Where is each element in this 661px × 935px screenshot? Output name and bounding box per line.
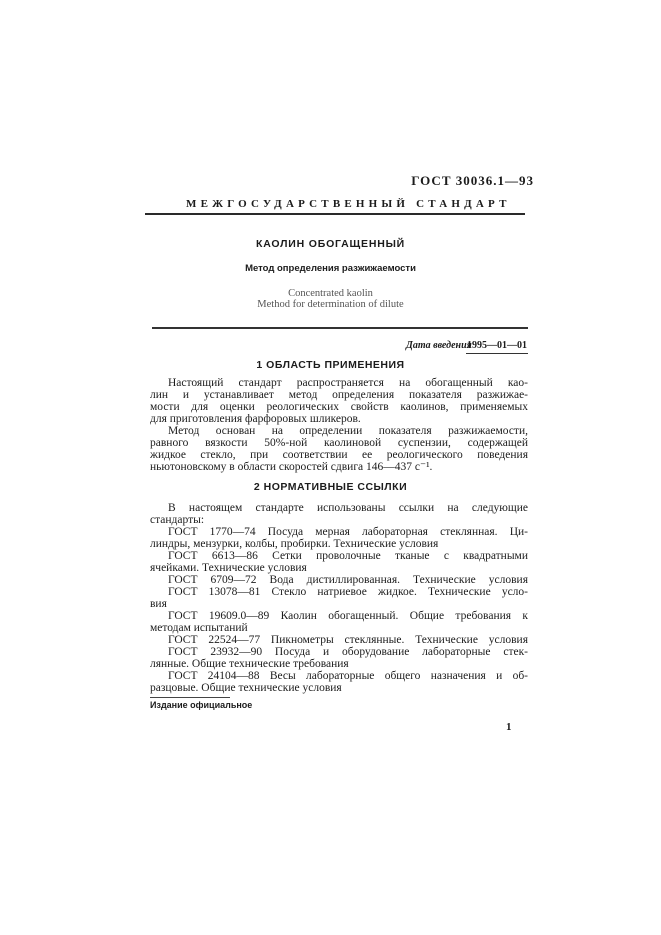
reference-line: ГОСТ 6613—86 Сетки проволочные тканые с квадратными bbox=[168, 550, 528, 562]
interstate-standard-label: МЕЖГОСУДАРСТВЕННЫЙ СТАНДАРТ bbox=[186, 198, 511, 210]
section-1-line: мости для оценки реологических свойств каолинов, применяемых bbox=[150, 401, 528, 413]
section-1-line: Метод основан на определении показателя разжижаемости, bbox=[168, 425, 528, 437]
reference-line: лянные. Общие технические требования bbox=[150, 658, 349, 670]
reference-line: ГОСТ 24104—88 Весы лабораторные общего назначения и об- bbox=[168, 670, 528, 682]
section-2-line: В настоящем стандарте использованы ссылки на следующие bbox=[168, 502, 528, 514]
section-1-line: Настоящий стандарт распространяется на обогащенный као- bbox=[168, 377, 528, 389]
footer-rule bbox=[150, 697, 230, 698]
reference-line: ГОСТ 13078—81 Стекло натриевое жидкое. Технические усло- bbox=[168, 586, 528, 598]
title-rule bbox=[152, 327, 528, 329]
section-2-heading: 2 НОРМАТИВНЫЕ ССЫЛКИ bbox=[253, 481, 408, 493]
official-edition-note: Издание официальное bbox=[150, 700, 253, 710]
section-2-line: стандарты: bbox=[150, 514, 205, 526]
section-1-line: жидкое стекло, при соответствии ее реологического поведения bbox=[150, 449, 528, 461]
reference-line: ГОСТ 1770—74 Посуда мерная лабораторная стеклянная. Ци- bbox=[168, 526, 528, 538]
document-title: КАОЛИН ОБОГАЩЕННЫЙ bbox=[255, 238, 406, 250]
reference-line: ГОСТ 22524—77 Пикнометры стеклянные. Технические условия bbox=[168, 634, 528, 646]
english-title-line1: Concentrated kaolin bbox=[288, 288, 373, 299]
reference-line: ГОСТ 19609.0—89 Каолин обогащенный. Общие требования к bbox=[168, 610, 528, 622]
document-subtitle: Метод определения разжижаемости bbox=[245, 263, 416, 274]
standard-code: ГОСТ 30036.1—93 bbox=[411, 173, 534, 188]
section-1-line: для приготовления фарфоровых шликеров. bbox=[150, 413, 361, 425]
page-number: 1 bbox=[506, 721, 512, 733]
intro-date-value: 1995—01—01 bbox=[467, 340, 527, 351]
reference-line: ячейками. Технические условия bbox=[150, 562, 307, 574]
header-rule bbox=[145, 213, 525, 215]
section-1-heading: 1 ОБЛАСТЬ ПРИМЕНЕНИЯ bbox=[256, 359, 405, 371]
english-title-line2: Method for determination of dilute bbox=[257, 299, 404, 310]
section-1-line: равного вязкости 50%-ной каолиновой суспензии, содержащей bbox=[150, 437, 528, 449]
reference-line: вия bbox=[150, 598, 167, 610]
reference-line: разцовые. Общие технические условия bbox=[150, 682, 342, 694]
intro-date-underline bbox=[466, 353, 528, 354]
reference-line: ГОСТ 6709—72 Вода дистиллированная. Технические условия bbox=[168, 574, 528, 586]
section-1-line: ньютоновскому в области скоростей сдвига 146—437 с⁻¹. bbox=[150, 461, 433, 473]
section-1-line: лин и устанавливает метод определения показателя разжижае- bbox=[150, 389, 528, 401]
intro-date-label: Дата введения bbox=[406, 340, 472, 351]
reference-line: методам испытаний bbox=[150, 622, 248, 634]
reference-line: ГОСТ 23932—90 Посуда и оборудование лабораторные стек- bbox=[168, 646, 528, 658]
reference-line: линдры, мензурки, колбы, пробирки. Технические условия bbox=[150, 538, 439, 550]
